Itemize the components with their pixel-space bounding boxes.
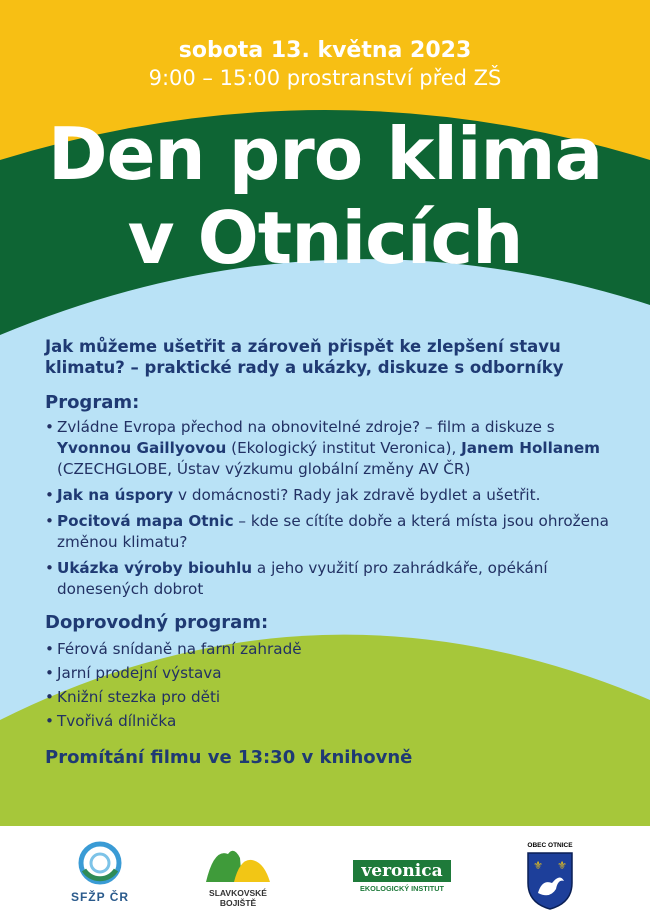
program-item: • Jak na úspory v domácnosti? Rady jak zdravě bydlet a ušetřit. xyxy=(45,485,625,506)
list-item: • Jarní prodejní výstava xyxy=(45,661,625,685)
main-content xyxy=(45,336,625,768)
program-item: • Ukázka výroby biouhlu a jeho využití pro zahrádkáře, opékání donesených dobrot xyxy=(45,558,625,600)
program-heading: Program: xyxy=(45,392,140,413)
page-title xyxy=(0,112,650,280)
program-item: • Zvládne Evropa přechod na obnovitelné zdroje? – film a diskuze s Yvonnou Gaillyovou (Ekologický institut Veronica), Janem Hollanem (CZECHGLOBE, Ústav výzkumu globální změny AV ČR) xyxy=(45,417,625,480)
slavkov-label-2: BOJIŠTĚ xyxy=(219,898,257,908)
veronica-subtitle: EKOLOGICKÝ INSTITUT xyxy=(360,884,444,893)
list-item: • Knižní stezka pro děti xyxy=(45,685,625,709)
veronica-logo xyxy=(353,860,451,900)
obec-otnice-logo xyxy=(524,842,576,914)
veronica-wordmark: veronica xyxy=(353,860,451,882)
obec-label: OBEC OTNICE xyxy=(527,842,573,849)
svg-text:⚜: ⚜ xyxy=(557,859,567,872)
slavkovske-bojiste-logo xyxy=(198,844,278,914)
coat-of-arms-icon xyxy=(524,849,576,911)
title-line-2: v Otnicích xyxy=(127,196,523,280)
svg-text:⚜: ⚜ xyxy=(533,859,543,872)
event-date: sobota 13. května 2023 xyxy=(178,38,472,63)
list-item: • Férová snídaně na farní zahradě xyxy=(45,637,625,661)
slavkov-label-1: SLAVKOVSKÉ xyxy=(209,888,267,898)
hills-icon xyxy=(198,844,278,884)
side-program-heading: Doprovodný program: xyxy=(45,612,269,633)
sfzp-label: SFŽP ČR xyxy=(70,890,130,904)
sfzp-circle-icon xyxy=(70,840,130,886)
list-item: • Tvořivá dílnička xyxy=(45,709,625,733)
intro-text: Jak můžeme ušetřit a zároveň přispět ke zlepšení stavu klimatu? – praktické rady a ukázky, diskuze s odborníky xyxy=(45,337,564,377)
program-list xyxy=(45,417,625,600)
title-line-1: Den pro klima xyxy=(47,112,603,196)
partner-logos xyxy=(0,826,650,919)
side-program-list xyxy=(45,637,625,733)
film-screening-note: Promítání filmu ve 13:30 v knihovně xyxy=(45,747,413,768)
program-item: • Pocitová mapa Otnic – kde se cítíte dobře a která místa jsou ohrožena změnou klimatu? xyxy=(45,511,625,553)
event-time-place: 9:00 – 15:00 prostranství před ZŠ xyxy=(148,66,502,90)
sfzp-logo xyxy=(70,840,130,910)
